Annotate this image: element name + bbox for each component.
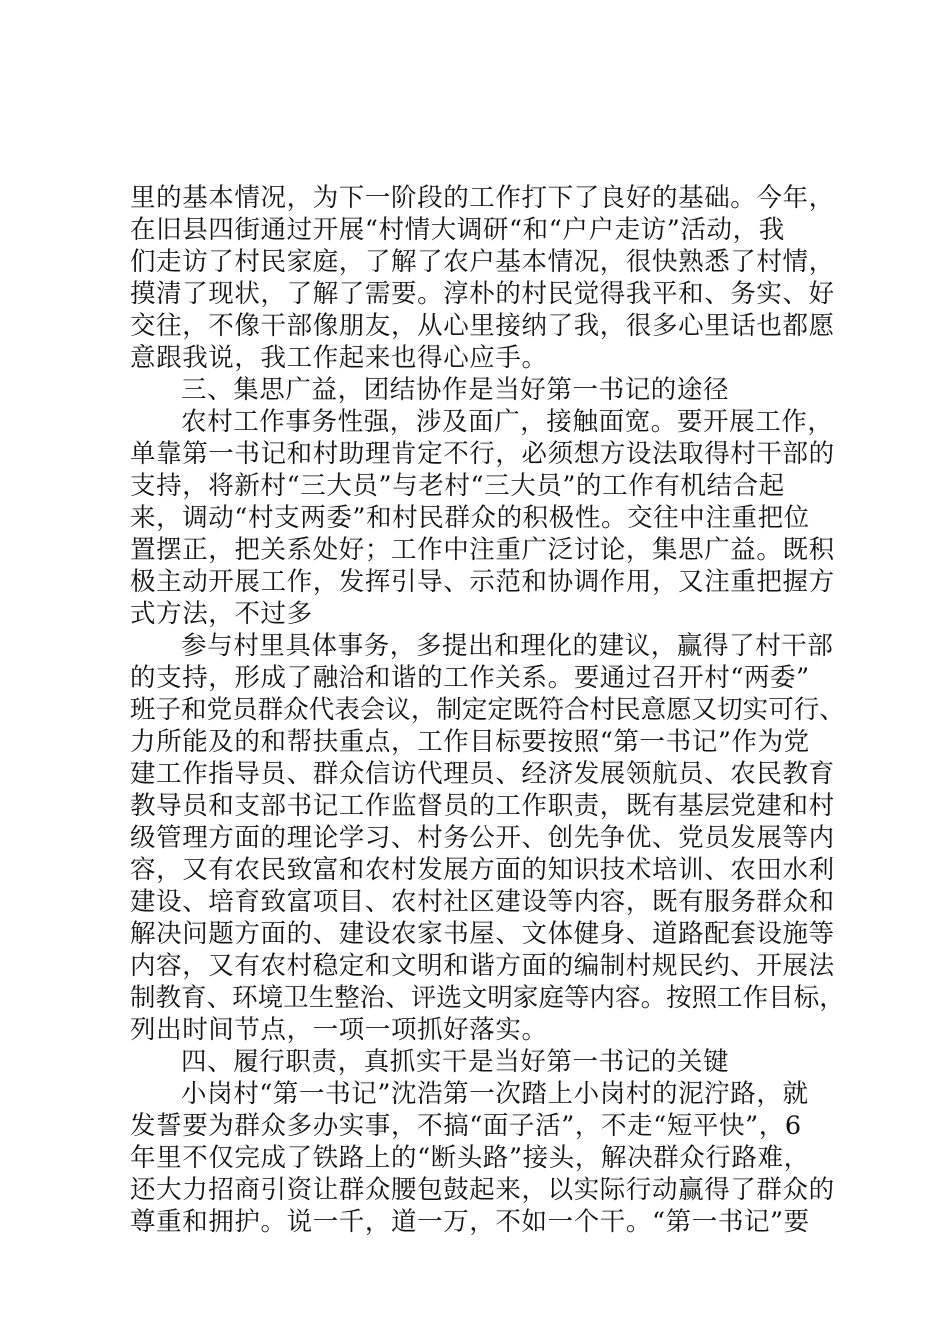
text-line: 建工作指导员、群众信访代理员、经济发展领航员、农民教育	[130, 759, 835, 789]
text-line: 在旧县四街通过开展“村情大调研“和“户户走访”活动，我	[130, 215, 785, 245]
text-line: 级管理方面的理论学习、村务公开、创先争优、党员发展等内	[130, 823, 835, 853]
text-line: 制教育、环境卫生整治、评选文明家庭等内容。按照工作目标，	[130, 983, 845, 1013]
text-line: 教导员和支部书记工作监督员的工作职责，既有基层党建和村	[130, 791, 835, 821]
text-line: 内容，又有农村稳定和文明和谐方面的编制村规民约、开展法	[130, 951, 835, 981]
text-line: 四、履行职责，真抓实干是当好第一书记的关键	[181, 1047, 730, 1077]
text-line: 极主动开展工作，发挥引导、示范和协调作用，又注重把握方	[130, 567, 835, 597]
text-line: 年里不仅完成了铁路上的“断头路”接头，解决群众行路难，	[130, 1143, 810, 1173]
text-line: 班子和党员群众代表会议，制定定既符合村民意愿又切实可行、	[130, 695, 845, 725]
text-line: 们走访了村民家庭，了解了农户基本情况，很快熟悉了村情，	[130, 247, 835, 277]
text-line: 参与村里具体事务，多提出和理化的建议，赢得了村干部	[181, 631, 834, 661]
text-line: 还大力招商引资让群众腰包鼓起来，以实际行动赢得了群众的	[130, 1175, 835, 1205]
text-line: 来，调动“村支两委”和村民群众的积极性。交往中注重把位	[130, 503, 810, 533]
text-line: 力所能及的和帮扶重点，工作目标要按照“第一书记”作为党	[130, 727, 810, 757]
text-line: 三、集思广益，团结协作是当好第一书记的途径	[181, 375, 730, 405]
text-line: 意跟我说，我工作起来也得心应手。	[130, 343, 548, 373]
text-line: 尊重和拥护。说一千，道一万，不如一个干。“第一书记”要	[130, 1207, 810, 1237]
text-line: 式方法，不过多	[130, 599, 313, 629]
text-line: 支持，将新村“三大员”与老村“三大员”的工作有机结合起	[130, 471, 785, 501]
text-line: 交往，不像干部像朋友，从心里接纳了我，很多心里话也都愿	[130, 311, 835, 341]
text-line: 建设、培育致富项目、农村社区建设等内容，既有服务群众和	[130, 887, 835, 917]
text-line: 列出时间节点，一项一项抓好落实。	[130, 1015, 548, 1045]
text-line: 置摆正，把关系处好；工作中注重广泛讨论，集思广益。既积	[130, 535, 835, 565]
text-line: 的支持，形成了融洽和谐的工作关系。要通过召开村“两委”	[130, 663, 810, 693]
text-line: 小岗村“第一书记”沈浩第一次踏上小岗村的泥泞路，就	[181, 1079, 809, 1109]
text-line: 单靠第一书记和村助理肯定不行，必须想方设法取得村干部的	[130, 439, 835, 469]
text-line: 农村工作事务性强，涉及面广，接触面宽。要开展工作，	[181, 407, 834, 437]
text-line: 里的基本情况，为下一阶段的工作打下了良好的基础。今年，	[130, 183, 835, 213]
text-line: 容，又有农民致富和农村发展方面的知识技术培训、农田水利	[130, 855, 835, 885]
text-line: 解决问题方面的、建设农家书屋、文体健身、道路配套设施等	[130, 919, 835, 949]
text-line: 发誓要为群众多办实事，不搞“面子活”，不走“短平快”，6	[130, 1111, 802, 1141]
text-line: 摸清了现状，了解了需要。淳朴的村民觉得我平和、务实、好	[130, 279, 835, 309]
